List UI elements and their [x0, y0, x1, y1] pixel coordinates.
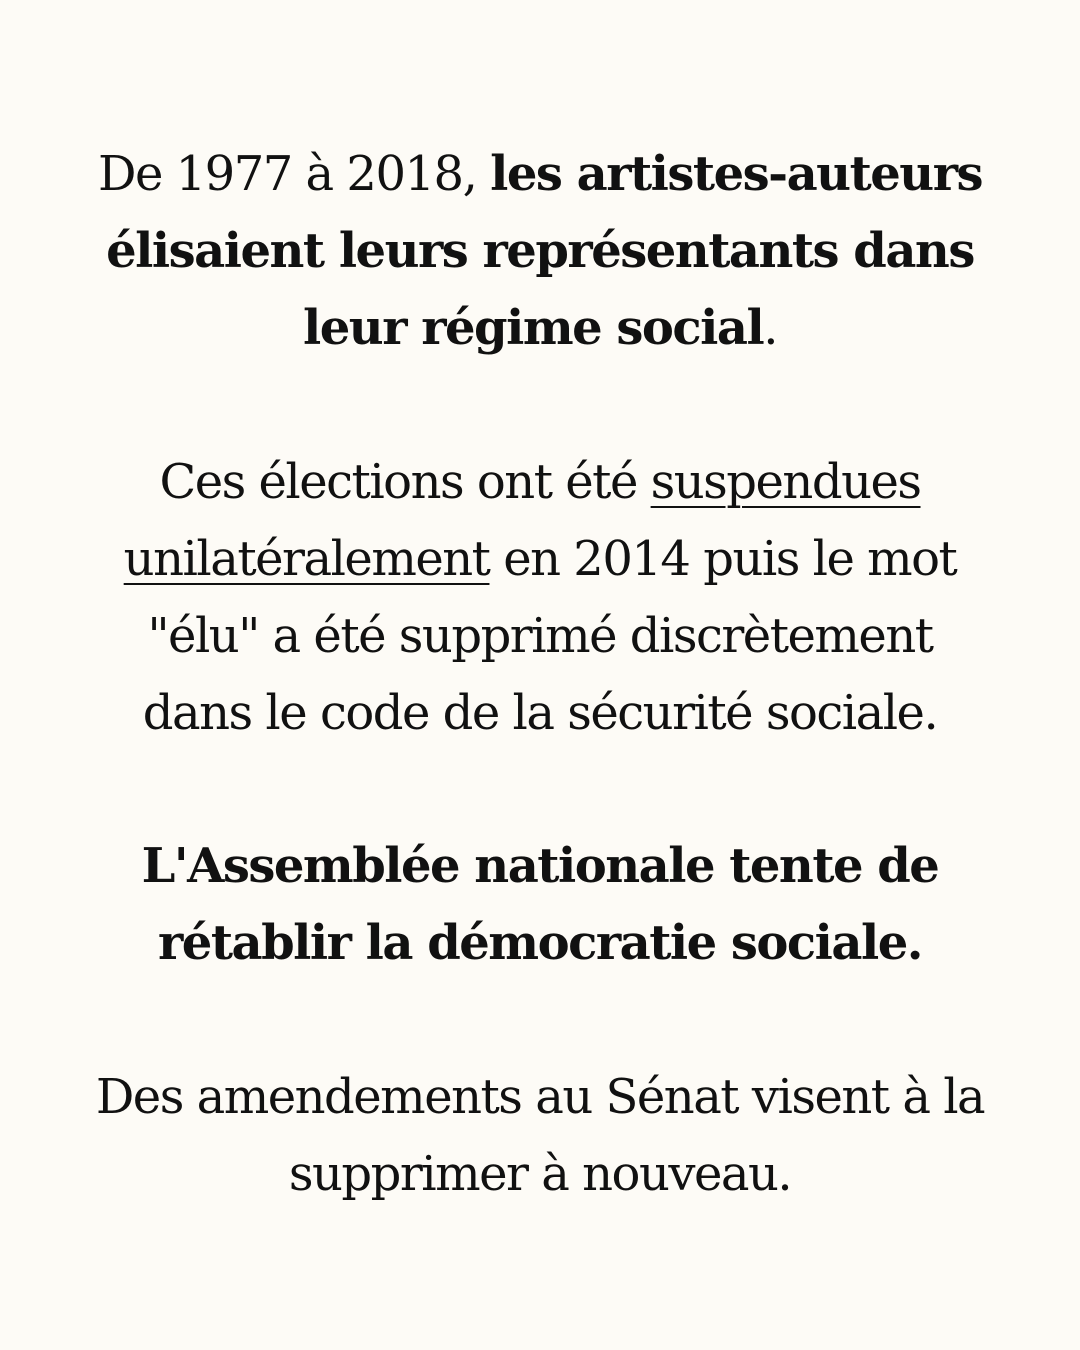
paragraph-suspension-line-4: dans le code de la sécurité sociale. — [142, 685, 938, 741]
paragraph-assembly — [60, 828, 1020, 982]
history-bold-artists: les artistes-auteurs — [490, 146, 982, 202]
paragraph-assembly-line-1: L'Assemblée nationale tente de — [141, 838, 939, 894]
paragraph-suspension-line-3: "élu" a été supprimé discrètement — [147, 608, 933, 664]
paragraph-history-line-2: élisaient leurs représentants dans — [106, 223, 974, 279]
suspension-underlined-word-1: suspendues — [650, 454, 921, 510]
paragraph-senate-line-2: supprimer à nouveau. — [288, 1146, 792, 1202]
suspension-year-text: en 2014 puis le mot — [489, 531, 957, 587]
paragraph-history — [60, 136, 1020, 367]
suspension-underlined-word-2: unilatéralement — [123, 531, 490, 587]
paragraph-history-line-1 — [60, 136, 1020, 213]
paragraph-suspension-line-1 — [60, 444, 1020, 521]
paragraph-senate — [60, 1059, 1020, 1213]
suspension-intro: Ces élections ont été — [159, 454, 651, 510]
history-date-range: De 1977 à 2018, — [97, 146, 491, 202]
paragraph-senate-line-1: Des amendements au Sénat visent à la — [95, 1069, 985, 1125]
paragraph-history-line-3 — [60, 290, 1020, 367]
paragraph-suspension-line-2 — [60, 521, 1020, 598]
paragraph-assembly-line-2: rétablir la démocratie sociale. — [158, 915, 922, 971]
history-period: . — [763, 300, 777, 356]
paragraph-suspension — [60, 444, 1020, 752]
history-bold-regime: leur régime social — [303, 300, 764, 356]
